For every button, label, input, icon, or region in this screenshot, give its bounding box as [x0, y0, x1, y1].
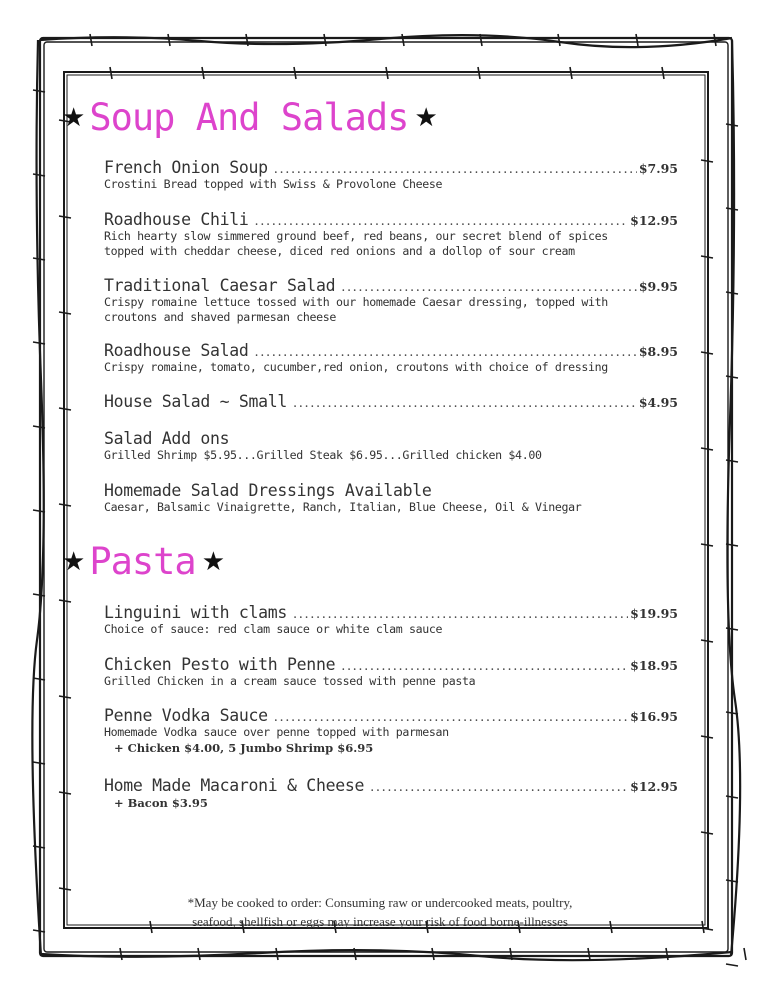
section-heading [62, 96, 438, 139]
item-name: Linguini with clams [104, 603, 288, 622]
item-price: $12.95 [630, 213, 678, 228]
footnote-line: *May be cooked to order: Consuming raw or undercooked meats, poultry, [187, 895, 573, 910]
menu-item-row [104, 210, 678, 229]
dot-leader [255, 214, 629, 229]
section-title: Soup And Salads [89, 96, 409, 139]
item-name: Homemade Salad Dressings Available [104, 481, 432, 500]
dot-leader [370, 780, 628, 795]
item-name: Penne Vodka Sauce [104, 706, 268, 725]
menu-item-row [104, 429, 678, 448]
item-description: Grilled Shrimp $5.95...Grilled Steak $6.95...Grilled chicken $4.00 [104, 448, 542, 462]
menu-item-row [104, 392, 678, 411]
menu-item [104, 655, 678, 689]
item-price: $4.95 [638, 395, 678, 410]
item-price: $7.95 [638, 161, 678, 176]
menu-item [104, 392, 678, 411]
star-icon: ★ [414, 102, 438, 133]
menu-item [104, 341, 678, 375]
menu-item [104, 706, 678, 756]
item-name: Roadhouse Salad [104, 341, 249, 360]
dot-leader [293, 396, 637, 411]
menu-item-row [104, 603, 678, 622]
menu-item [104, 481, 678, 515]
item-description: Crostini Bread topped with Swiss & Provolone Cheese [104, 177, 443, 191]
section-title: Pasta [89, 540, 196, 583]
item-description: Homemade Vodka sauce over penne topped with parmesan [104, 725, 449, 739]
item-name: French Onion Soup [104, 158, 268, 177]
menu-item-row [104, 341, 678, 360]
menu-item-row [104, 655, 678, 674]
menu-item-row [104, 276, 678, 295]
item-price: $18.95 [630, 658, 678, 673]
item-price: $16.95 [630, 709, 678, 724]
menu-item-row [104, 481, 678, 500]
item-description: Crispy romaine lettuce tossed with our homemade Caesar dressing, topped with [104, 295, 608, 309]
item-name: Chicken Pesto with Penne [104, 655, 336, 674]
menu-item [104, 276, 678, 325]
menu-item [104, 429, 678, 463]
dot-leader [293, 607, 628, 622]
star-icon: ★ [201, 546, 226, 577]
menu-item [104, 210, 678, 259]
item-description: Grilled Chicken in a cream sauce tossed with penne pasta [104, 674, 476, 688]
dot-leader [274, 710, 628, 725]
section-heading [62, 540, 225, 583]
menu-item [104, 158, 678, 192]
item-description: Crispy romaine, tomato, cucumber,red onion, croutons with choice of dressing [104, 360, 608, 374]
dot-leader [341, 280, 637, 295]
item-addon: + Chicken $4.00, 5 Jumbo Shrimp $6.95 [114, 741, 374, 755]
menu-item-row [104, 776, 678, 795]
item-name: Roadhouse Chili [104, 210, 249, 229]
item-price: $19.95 [630, 606, 678, 621]
dot-leader [341, 659, 628, 674]
menu-item [104, 603, 678, 637]
item-price: $8.95 [638, 344, 678, 359]
star-icon: ★ [62, 102, 86, 133]
dot-leader [274, 162, 637, 177]
star-icon: ★ [62, 546, 86, 577]
item-price: $9.95 [638, 279, 678, 294]
item-name: Traditional Caesar Salad [104, 276, 336, 295]
item-description: topped with cheddar cheese, diced red onions and a dollop of sour cream [104, 244, 575, 258]
item-price: $12.95 [630, 779, 678, 794]
footnote [140, 893, 620, 931]
item-description: Caesar, Balsamic Vinaigrette, Ranch, Italian, Blue Cheese, Oil & Vinegar [104, 500, 582, 514]
dot-leader [255, 345, 637, 360]
footnote-line: seafood, shellfish or eggs may increase your risk of food borne-illnesses [192, 914, 568, 929]
menu-item-row [104, 706, 678, 725]
item-description: Choice of sauce: red clam sauce or white clam sauce [104, 622, 443, 636]
menu-item-row [104, 158, 678, 177]
item-name: Salad Add ons [104, 429, 230, 448]
menu-item [104, 776, 678, 811]
item-description: Rich hearty slow simmered ground beef, red beans, our secret blend of spices [104, 229, 608, 243]
item-description: croutons and shaved parmesan cheese [104, 310, 337, 324]
item-addon: + Bacon $3.95 [114, 796, 208, 810]
item-name: Home Made Macaroni & Cheese [104, 776, 365, 795]
item-name: House Salad ~ Small [104, 392, 288, 411]
